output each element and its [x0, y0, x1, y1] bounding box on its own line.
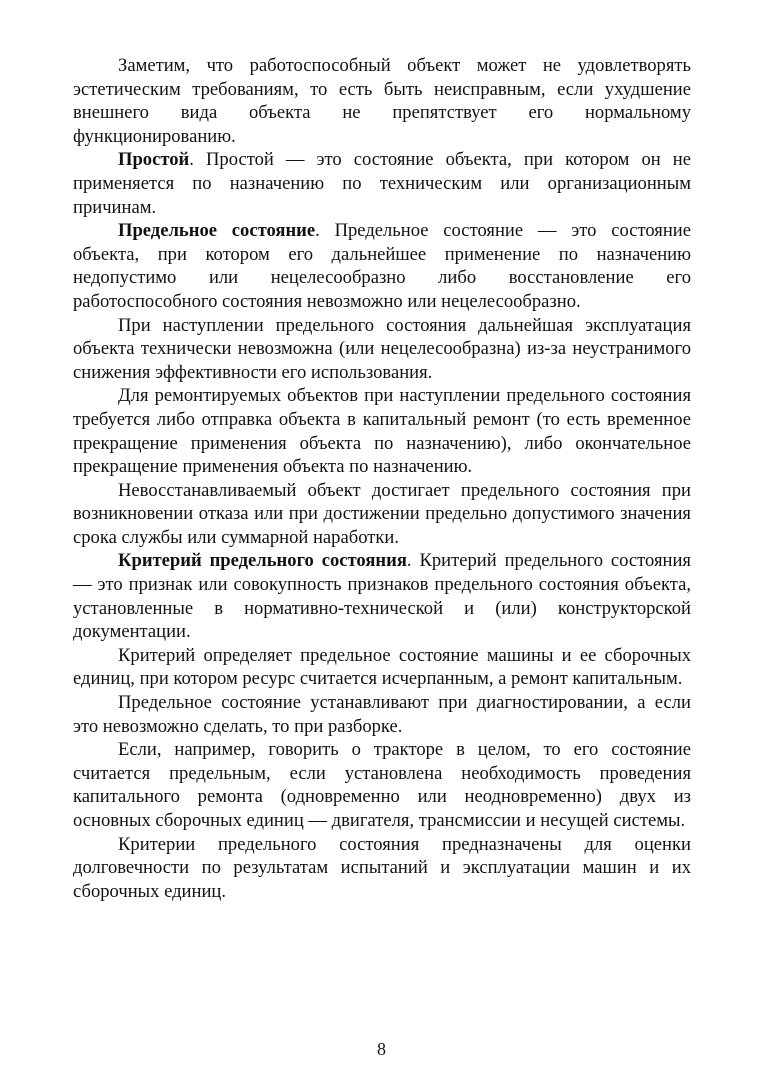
page-number: 8 [377, 1039, 386, 1059]
paragraph-7 [73, 549, 691, 643]
paragraph-5 [73, 384, 691, 478]
paragraph-3 [73, 219, 691, 313]
term-prostoy: Простой [118, 149, 190, 171]
paragraph-6 [73, 479, 691, 550]
paragraph-1-text: Заметим, что работоспособный объект может не удовлетворять эстетическим требованиям, то есть быть неисправным, если ухудшение внешнего вида объекта не препятствует его нормальному функционированию. [73, 55, 691, 147]
paragraph-3-text: . Предельное состояние — это состояние объекта, при котором его дальнейшее применение по назначению недопустимо или нецелесообразно либо восстановление его работоспособного состояния невозможно или нецелесообразно. [73, 220, 691, 312]
paragraph-7-text: . Критерий предельного состояния — это признак или совокупность признаков предельного состояния объекта, установленные в нормативно-технической и (или) конструкторской документации. [73, 550, 691, 643]
paragraph-9 [73, 691, 691, 738]
paragraph-9-text: Предельное состояние устанавливают при диагностировании, а если это невозможно сделать, то при разборке. [73, 692, 691, 737]
paragraph-11-text: Критерии предельного состояния предназначены для оценки долговечности по результатам испытаний и эксплуатации машин и их сборочных единиц. [73, 833, 691, 902]
paragraph-2 [73, 148, 691, 219]
paragraph-5-text: Для ремонтируемых объектов при наступлении предельного состояния требуется либо отправка объекта в капитальный ремонт (то есть временное прекращение применения объекта по назначению), либо окончательное прекращение применения объекта по назначению. [73, 385, 691, 478]
paragraph-10-text: Если, например, говорить о тракторе в целом, то его состояние считается предельным, если установлена необходимость проведения капитального ремонта (одновременно или неодновременно) двух из основных сборочных единиц — двигателя, трансмиссии и несущей системы. [73, 739, 691, 831]
page-body [73, 54, 691, 903]
paragraph-2-text: . Простой — это состояние объекта, при котором он не применяется по назначению по техническим или организационным причинам. [73, 149, 691, 218]
paragraph-8 [73, 644, 691, 691]
paragraph-10 [73, 738, 691, 832]
paragraph-11 [73, 833, 691, 904]
paragraph-8-text: Критерий определяет предельное состояние машины и ее сборочных единиц, при котором ресурс считается исчерпанным, а ремонт капитальным. [73, 644, 691, 690]
paragraph-4 [73, 314, 691, 385]
paragraph-4-text: При наступлении предельного состояния дальнейшая эксплуатация объекта технически невозможна (или нецелесообразна) из-за неустранимого снижения эффективности его использования. [73, 314, 691, 383]
paragraph-1 [73, 54, 691, 148]
paragraph-6-text: Невосстанавливаемый объект достигает предельного состояния при возникновении отказа или при достижении предельно допустимого значения срока службы или суммарной наработки. [73, 479, 691, 548]
term-kriteriy-predelnogo-sostoyaniya: Критерий предельного состояния [118, 550, 407, 572]
term-predelnoe-sostoyanie: Предельное состояние [118, 220, 316, 242]
